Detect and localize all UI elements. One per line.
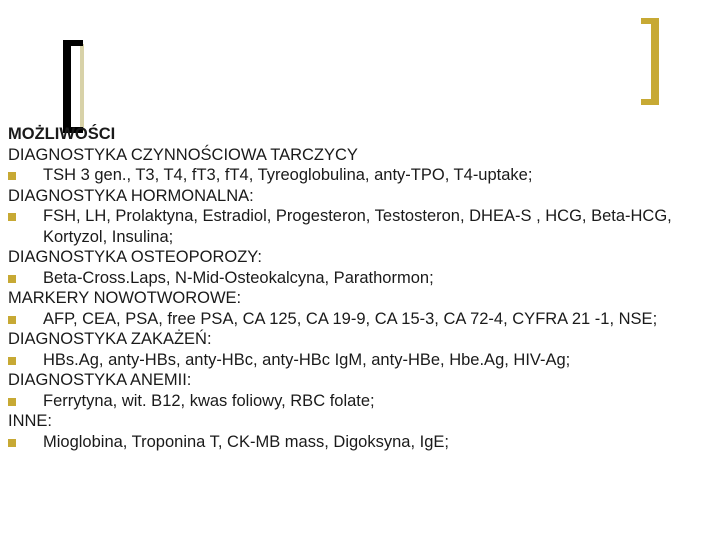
square-bullet-icon <box>8 439 16 447</box>
section-heading: DIAGNOSTYKA CZYNNOŚCIOWA TARCZYCY <box>8 145 358 164</box>
left-bracket-top <box>63 40 83 46</box>
list-item-text: FSH, LH, Prolaktyna, Estradiol, Progesteron, Testosteron, DHEA-S , HCG, Beta-HCG, Kortyzol, Insulina; <box>43 207 672 246</box>
list-item-text: Ferrytyna, wit. B12, kwas foliowy, RBC folate; <box>43 391 375 410</box>
list-item-text: Beta-Cross.Laps, N-Mid-Osteokalcyna, Parathormon; <box>43 268 434 287</box>
section-heading: DIAGNOSTYKA ANEMII: <box>8 371 192 389</box>
section-heading: DIAGNOSTYKA ZAKAŻEŃ: <box>8 330 212 348</box>
square-bullet-icon <box>8 172 16 180</box>
section-heading: DIAGNOSTYKA HORMONALNA: <box>8 186 254 205</box>
section-heading: DIAGNOSTYKA OSTEOPOROZY: <box>8 248 262 266</box>
square-bullet-icon <box>8 398 16 406</box>
square-bullet-icon <box>8 213 16 221</box>
list-item <box>8 268 718 289</box>
list-item-text: Mioglobina, Troponina T, CK-MB mass, Digoksyna, IgE; <box>43 432 449 451</box>
left-bracket-shadow <box>80 44 84 131</box>
right-bracket-top <box>641 18 659 24</box>
list-item <box>8 432 718 453</box>
square-bullet-icon <box>8 316 16 324</box>
list-item-text: AFP, CEA, PSA, free PSA, CA 125, CA 19-9, CA 15-3, CA 72-4, CYFRA 21 -1, NSE; <box>43 309 658 328</box>
slide-content <box>8 124 718 452</box>
list-item <box>8 391 718 412</box>
section-heading: INNE: <box>8 412 53 430</box>
square-bullet-icon <box>8 275 16 283</box>
slide-title: MOŻLIWOŚCI <box>8 125 116 143</box>
list-item <box>8 350 718 371</box>
list-item <box>8 165 718 186</box>
list-item <box>8 309 718 330</box>
list-item-text: TSH 3 gen., T3, T4, fT3, fT4, Tyreoglobulina, anty-TPO, T4-uptake; <box>43 166 533 184</box>
square-bullet-icon <box>8 357 16 365</box>
section-heading: MARKERY NOWOTWOROWE: <box>8 289 242 307</box>
right-bracket-bottom <box>641 99 659 105</box>
list-item-text: HBs.Ag, anty-HBs, anty-HBc, anty-HBc IgM, anty-HBe, Hbe.Ag, HIV-Ag; <box>43 350 571 369</box>
left-bracket <box>63 40 71 133</box>
right-bracket <box>651 18 659 105</box>
list-item <box>8 206 718 247</box>
